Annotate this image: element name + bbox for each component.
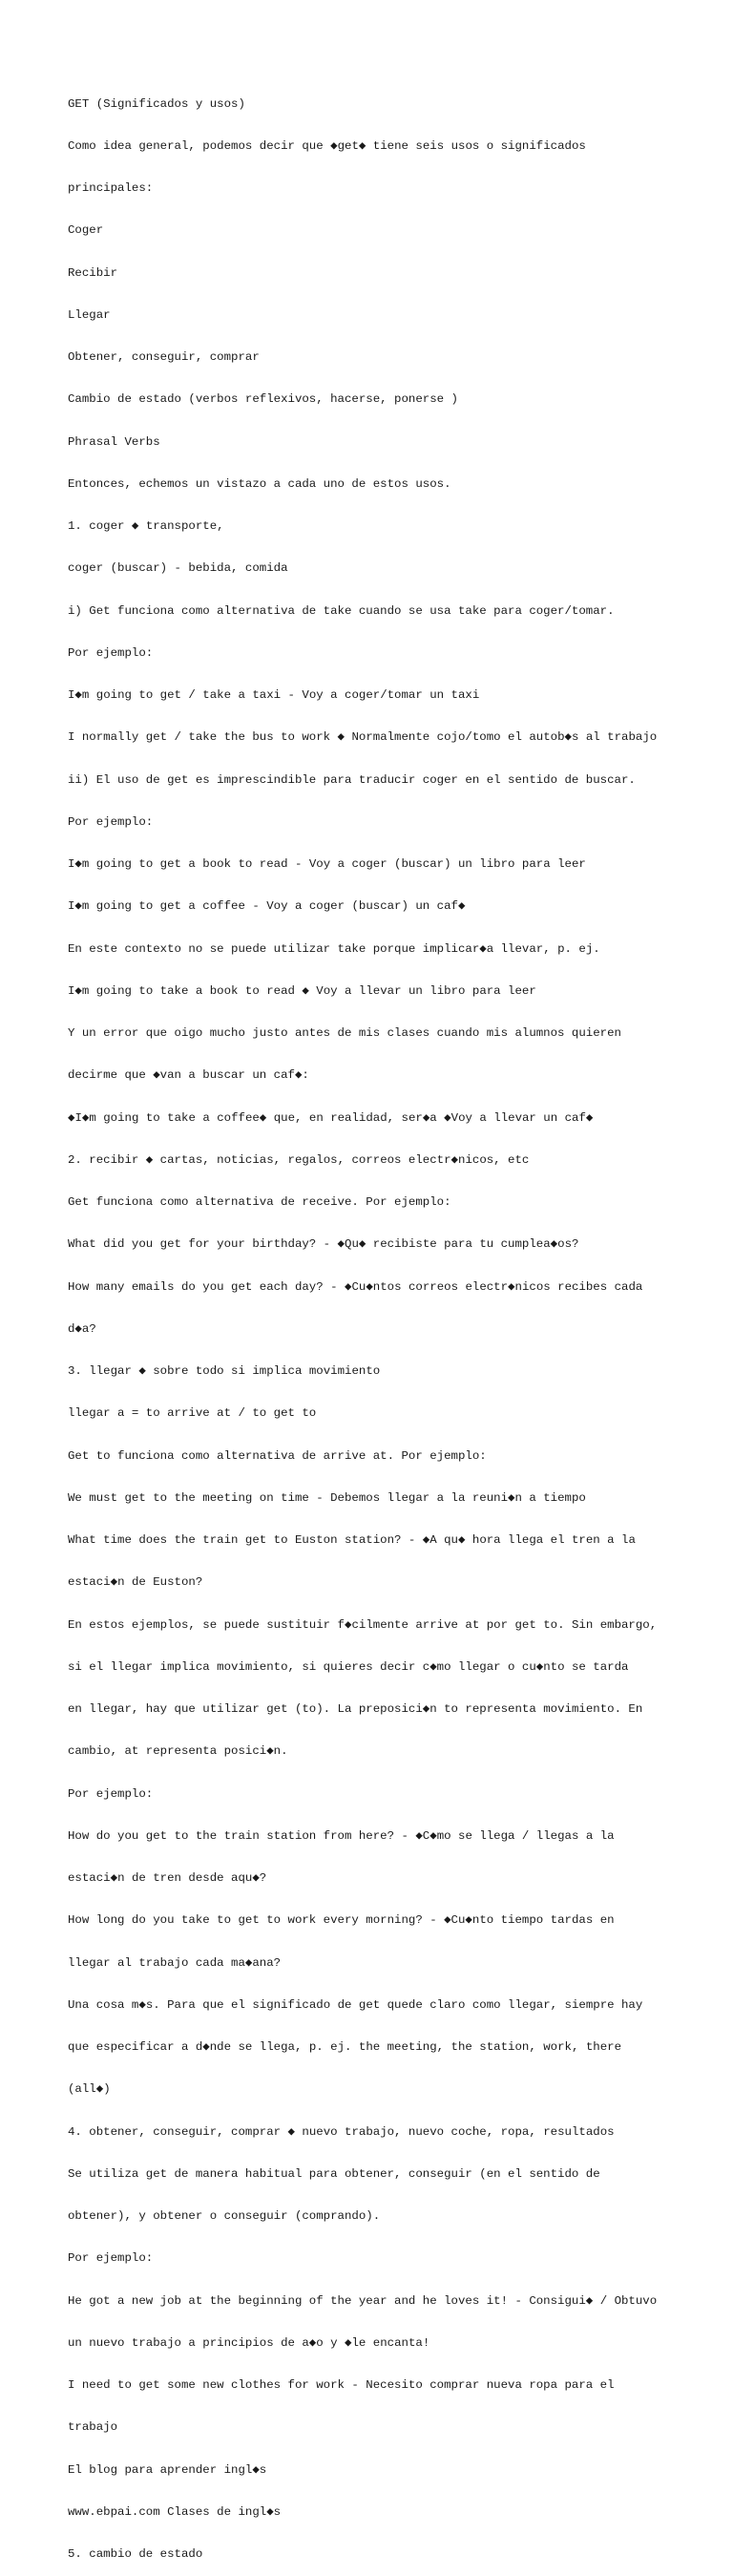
text-line: Por ejemplo: [68, 2251, 154, 2266]
text-line: What time does the train get to Euston station? - ◆A qu◆ hora llega el tren a la [68, 1533, 636, 1547]
text-line: Y un error que oigo mucho justo antes de mis clases cuando mis alumnos quieren [68, 1026, 621, 1040]
text-line: principales: [68, 181, 154, 195]
text-line: 4. obtener, conseguir, comprar ◆ nuevo trabajo, nuevo coche, ropa, resultados [68, 2124, 615, 2139]
text-line: Por ejemplo: [68, 814, 154, 829]
text-line: He got a new job at the beginning of the year and he loves it! - Consigui◆ / Obtuvo [68, 2293, 658, 2308]
text-line: (all◆) [68, 2082, 111, 2097]
text-line: decirme que ◆van a buscar un caf◆: [68, 1068, 309, 1083]
text-line: En este contexto no se puede utilizar take porque implicar◆a llevar, p. ej. [68, 941, 600, 956]
text-line: 2. recibir ◆ cartas, noticias, regalos, correos electr◆nicos, etc [68, 1152, 530, 1167]
text-line: cambio, at representa posici◆n. [68, 1744, 288, 1759]
text-line: Coger [68, 223, 104, 238]
text-line: Get funciona como alternativa de receive. Por ejemplo: [68, 1195, 451, 1209]
text-line: www.ebpai.com Clases de ingl◆s [68, 2504, 282, 2519]
text-line: obtener), y obtener o conseguir (comprando). [68, 2209, 381, 2223]
text-line: en llegar, hay que utilizar get (to). La preposici◆n to representa movimiento. En [68, 1702, 643, 1716]
text-line: Llegar [68, 307, 111, 322]
text-line: Por ejemplo: [68, 1786, 154, 1801]
text-line: I need to get some new clothes for work - Necesito comprar nueva ropa para el [68, 2378, 615, 2392]
text-line: El blog para aprender ingl◆s [68, 2462, 267, 2477]
text-line: GET (Significados y usos) [68, 96, 245, 111]
text-line: Por ejemplo: [68, 645, 154, 660]
text-line: Se utiliza get de manera habitual para obtener, conseguir (en el sentido de [68, 2166, 600, 2181]
text-line: 3. llegar ◆ sobre todo si implica movimiento [68, 1364, 381, 1378]
text-line: 5. cambio de estado [68, 2547, 203, 2561]
text-line: Cambio de estado (verbos reflexivos, hacerse, ponerse ) [68, 392, 458, 407]
text-line: Obtener, conseguir, comprar [68, 350, 260, 364]
text-line: How long do you take to get to work every morning? - ◆Cu◆nto tiempo tardas en [68, 1913, 615, 1928]
document-page [68, 69, 698, 2576]
text-line: coger (buscar) - bebida, comida [68, 561, 288, 576]
text-line: I normally get / take the bus to work ◆ Normalmente cojo/tomo el autob◆s al trabajo [68, 730, 658, 745]
text-line: que especificar a d◆nde se llega, p. ej. the meeting, the station, work, there [68, 2040, 622, 2054]
text-line: I◆m going to take a book to read ◆ Voy a llevar un libro para leer [68, 983, 536, 998]
text-line: En estos ejemplos, se puede sustituir f◆cilmente arrive at por get to. Sin embargo, [68, 1617, 658, 1632]
text-line: trabajo [68, 2420, 118, 2435]
text-line: Get to funciona como alternativa de arrive at. Por ejemplo: [68, 1448, 487, 1463]
text-line: I◆m going to get a coffee - Voy a coger (buscar) un caf◆ [68, 899, 466, 914]
text-line: ii) El uso de get es imprescindible para traducir coger en el sentido de buscar. [68, 772, 636, 787]
text-line: We must get to the meeting on time - Debemos llegar a la reuni◆n a tiempo [68, 1490, 586, 1505]
text-line: How many emails do you get each day? - ◆Cu◆ntos correos electr◆nicos recibes cada [68, 1279, 643, 1294]
text-line: 1. coger ◆ transporte, [68, 519, 224, 533]
text-line: I◆m going to get a book to read - Voy a coger (buscar) un libro para leer [68, 857, 586, 871]
text-line: Como idea general, podemos decir que ◆get◆ tiene seis usos o significados [68, 138, 586, 153]
text-line: estaci◆n de Euston? [68, 1575, 203, 1590]
text-line: llegar al trabajo cada ma◆ana? [68, 1955, 282, 1970]
text-line: d◆a? [68, 1321, 96, 1336]
text-line: ◆I◆m going to take a coffee◆ que, en realidad, ser◆a ◆Voy a llevar un caf◆ [68, 1110, 594, 1125]
text-line: estaci◆n de tren desde aqu◆? [68, 1871, 267, 1885]
text-line: Una cosa m◆s. Para que el significado de get quede claro como llegar, siempre hay [68, 1997, 643, 2012]
text-line: What did you get for your birthday? - ◆Qu◆ recibiste para tu cumplea◆os? [68, 1237, 579, 1252]
text-line: Phrasal Verbs [68, 434, 160, 449]
text-line: un nuevo trabajo a principios de a◆o y ◆le encanta! [68, 2335, 430, 2350]
text-line: Entonces, echemos un vistazo a cada uno de estos usos. [68, 476, 451, 491]
text-line: si el llegar implica movimiento, si quieres decir c◆mo llegar o cu◆nto se tarda [68, 1659, 629, 1674]
text-line: i) Get funciona como alternativa de take cuando se usa take para coger/tomar. [68, 603, 615, 618]
text-line: How do you get to the train station from here? - ◆C◆mo se llega / llegas a la [68, 1828, 615, 1843]
text-line: llegar a = to arrive at / to get to [68, 1406, 317, 1421]
text-line: Recibir [68, 265, 118, 280]
text-line: I◆m going to get / take a taxi - Voy a coger/tomar un taxi [68, 688, 480, 702]
